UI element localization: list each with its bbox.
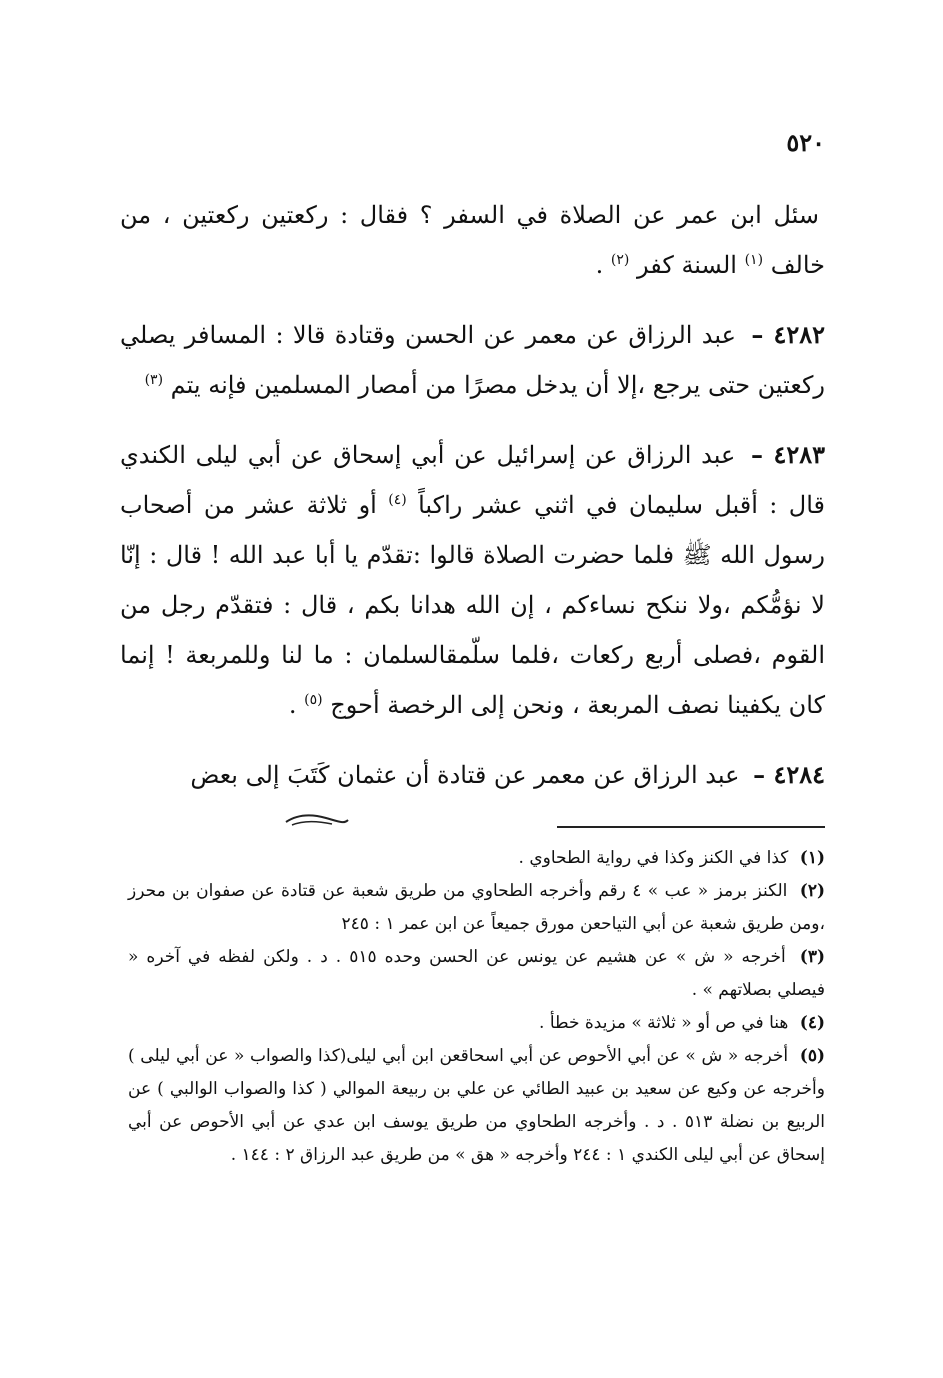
footnote bbox=[128, 875, 825, 941]
footnote-number: (٥) bbox=[799, 1046, 826, 1066]
footnote-text: الكنز برمز « عب » ٤ رقم وأخرجه الطحاوي من طريق شعبة عن قتادة عن صفوان بن محرز ،ومن طريق شعبة عن أبي التياحعن مورق جميعاً عن ابن عمر ١ : ٢٤٥ bbox=[128, 881, 825, 934]
paragraph-text: عبد الرزاق عن إسرائيل عن أبي إسحاق عن أبي ليلى الكندي قال : أقبل سليمان في اثني عشر راكباً bbox=[120, 441, 825, 519]
paragraph-text: عبد الرزاق عن معمر عن قتادة أن عثمان كَتَبَ إلى بعض bbox=[190, 761, 740, 789]
handwritten-underline-mark bbox=[282, 810, 352, 830]
footnote-text: هنا في ص أو « ثلاثة » مزيدة خطأ . bbox=[539, 1013, 789, 1033]
paragraph-text: . bbox=[288, 691, 297, 719]
footnote-divider bbox=[557, 826, 825, 828]
footnote-number: (٤) bbox=[799, 1013, 825, 1033]
hadith-number: ٤٢٨٤ – bbox=[753, 760, 825, 789]
paragraph bbox=[120, 190, 825, 290]
footnote-ref: (٢) bbox=[610, 252, 630, 268]
page-number: ٥٢٠ bbox=[786, 128, 825, 157]
paragraph-text: عبد الرزاق عن معمر عن الحسن وقتادة قالا : المسافر يصلي ركعتين حتى يرجع ،إلا أن يدخل مصرًا من أمصار المسلمين فإنه يتم bbox=[120, 321, 825, 399]
main-text bbox=[120, 190, 825, 820]
paragraph-text: سئل ابن عمر عن الصلاة في السفر ؟ فقال : ركعتين ركعتين ، من خالف bbox=[120, 201, 825, 279]
footnote bbox=[128, 842, 825, 875]
footnote bbox=[128, 941, 825, 1007]
paragraph bbox=[120, 430, 825, 730]
footnote-ref: (٣) bbox=[144, 372, 164, 388]
hadith-number: ٤٢٨٣ – bbox=[750, 440, 825, 469]
paragraph-text: . bbox=[595, 251, 604, 279]
footnote-text: أخرجه « ش » عن أبي الأحوص عن أبي اسحاقعن ابن أبي ليلى(كذا والصواب « عن أبي ليلى ) وأخرجه عن وكيع عن سعيد بن عبيد الطائي عن علي بن ربيعة الموالي ( كذا والصواب الوالبي ) عن الربيع بن نضلة ٥١٣ . د . وأخرجه الطحاوي من طريق يوسف ابن عدي عن أبي الأحوص عن أبي إسحاق عن أبي ليلى الكندي ١ : ٢٤٤ وأخرجه « هق » من طريق عبد الرزاق ٢ : ١٤٤ . bbox=[128, 1046, 825, 1165]
footnote-ref: (٤) bbox=[388, 492, 407, 508]
paragraph-text: أو ثلاثة عشر من أصحاب رسول الله ﷺ فلما حضرت الصلاة قالوا :تقدّم يا أبا عبد الله ! قال : إنّا لا نؤمُّكم ،ولا ننكح نساءكم ، إن الله هدانا بكم ، قال : فتقدّم رجل من القوم ،فصلى أربع ركعات ،فلما سلّمقالسلمان : ما لنا وللمربعة ! إنما كان يكفينا نصف المربعة ، ونحن إلى الرخصة أحوج bbox=[120, 491, 825, 719]
footnotes bbox=[128, 842, 825, 1172]
footnote-ref: (٥) bbox=[304, 692, 323, 708]
footnote-number: (١) bbox=[799, 848, 825, 868]
footnote-text: كذا في الكنز وكذا في رواية الطحاوي . bbox=[518, 848, 789, 868]
footnote-number: (٢) bbox=[799, 881, 825, 901]
footnote-number: (٣) bbox=[799, 947, 825, 967]
footnote-text: أخرجه « ش » عن هشيم عن يونس عن الحسن وحده ٥١٥ . د . ولكن لفظه في آخره « فيصلي بصلاتهم » . bbox=[128, 947, 825, 1000]
paragraph-text: السنة كفر bbox=[637, 251, 737, 279]
footnote bbox=[128, 1007, 825, 1040]
paragraph bbox=[120, 310, 825, 410]
footnote bbox=[128, 1040, 825, 1172]
hadith-number: ٤٢٨٢ – bbox=[751, 320, 825, 349]
paragraph bbox=[120, 750, 825, 800]
footnote-ref: (١) bbox=[744, 252, 764, 268]
